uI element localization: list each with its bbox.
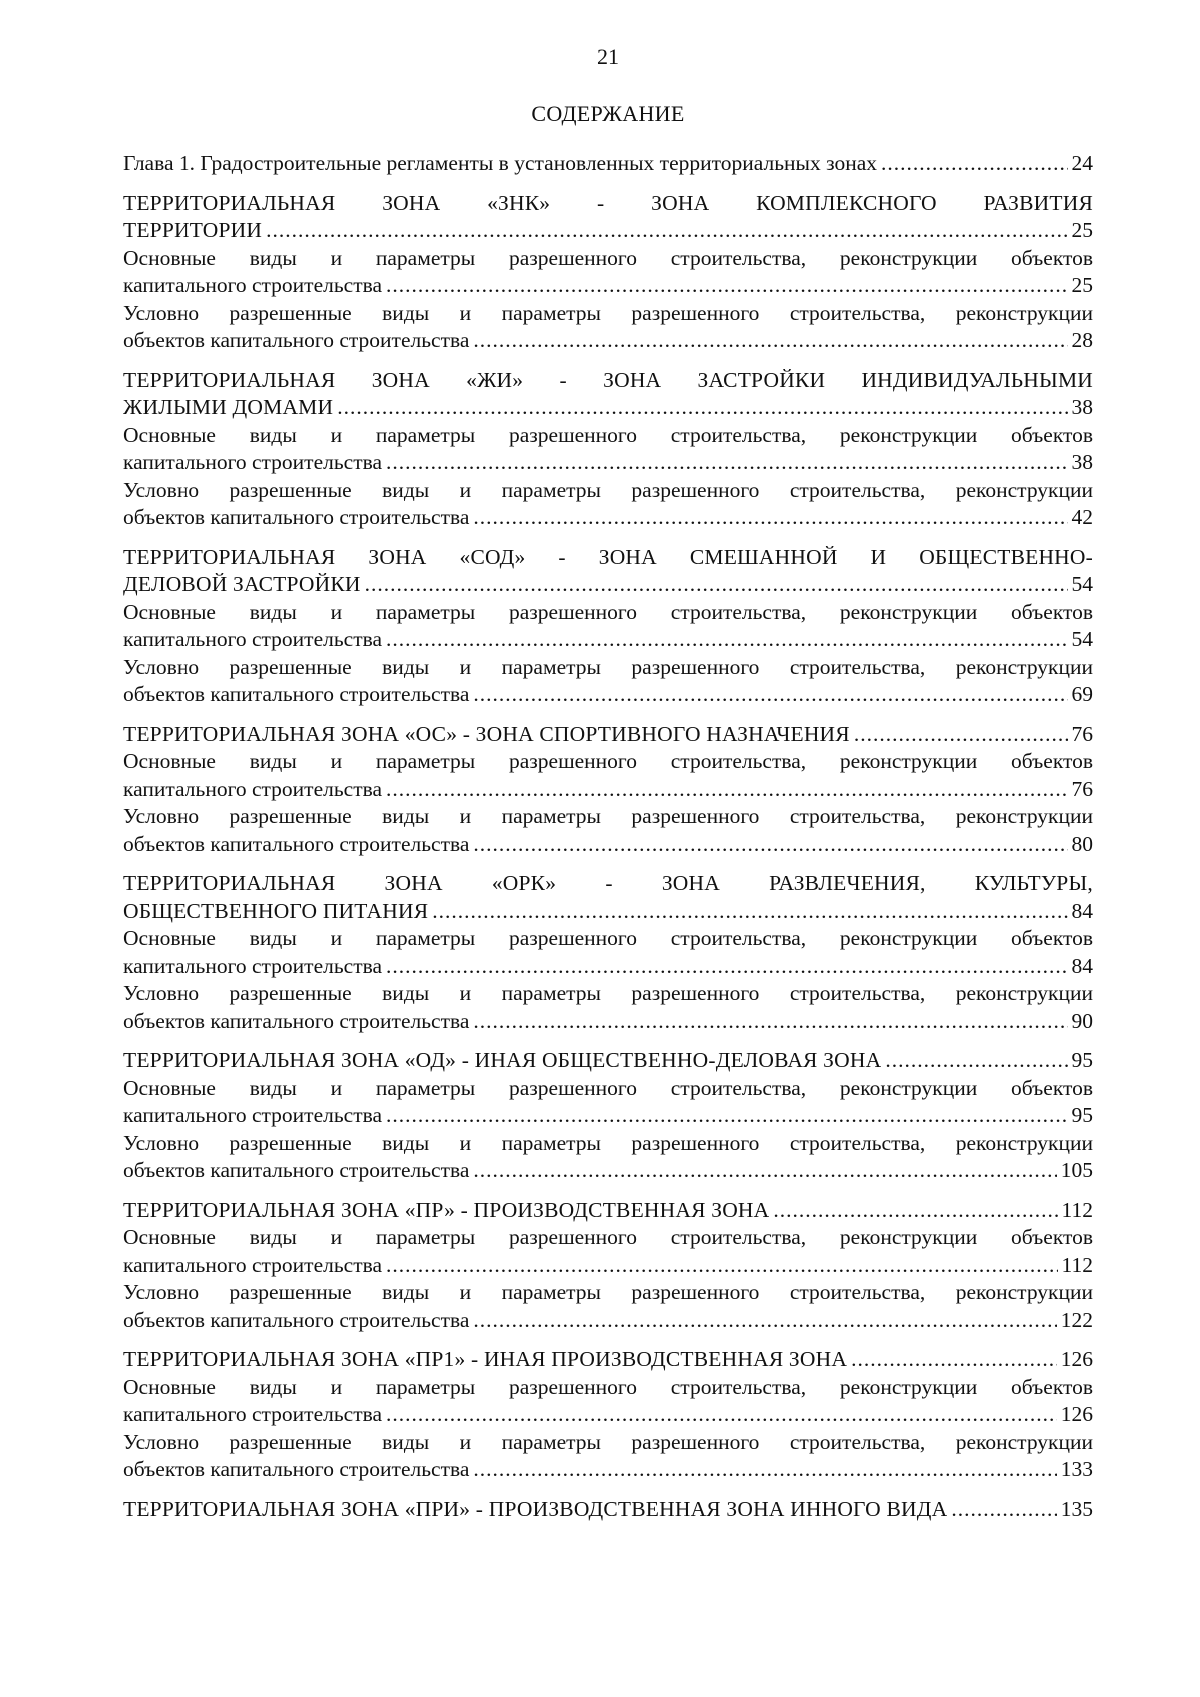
toc-entry-text: Глава 1. Градостроительные регламенты в установленных территориальных зонах — [123, 151, 877, 175]
dot-leader — [473, 681, 1067, 709]
toc-page-number: 54 — [1071, 627, 1093, 651]
toc-subentry-basic[interactable]: Основные виды и параметры разрешенного строительства, реконструкции объектов капитального строительства ..... 84 — [123, 925, 1093, 980]
toc-title: СОДЕРЖАНИЕ — [531, 101, 685, 126]
toc-page-number: 112 — [1061, 1252, 1093, 1277]
table-of-contents — [123, 150, 1093, 1523]
dot-leader — [386, 626, 1067, 654]
toc-page-number: 84 — [1071, 953, 1093, 978]
dot-leader — [473, 1157, 1056, 1185]
dot-leader — [473, 504, 1067, 532]
dot-leader — [885, 1047, 1067, 1075]
dot-leader — [386, 449, 1067, 477]
toc-page-number: 24 — [1071, 151, 1093, 175]
dot-leader — [473, 831, 1067, 859]
dot-leader — [386, 1102, 1067, 1130]
toc-zone-heading: ТЕРРИТОРИИ — [123, 218, 263, 242]
toc-page-number: 69 — [1071, 682, 1093, 706]
dot-leader — [266, 217, 1067, 245]
dot-leader — [365, 571, 1068, 599]
toc-page-number: 84 — [1071, 898, 1093, 923]
toc-zone-heading: ОБЩЕСТВЕННОГО ПИТАНИЯ — [123, 898, 429, 923]
toc-page-number: 95 — [1071, 1048, 1093, 1072]
dot-leader — [386, 776, 1067, 804]
toc-subentry-basic[interactable]: Основные виды и параметры разрешенного строительства, реконструкции объектов капитального строительства ..... 25 — [123, 245, 1093, 300]
toc-subentry-conditional[interactable]: Условно разрешенные виды и параметры разрешенного строительства, реконструкции объектов капитального строительства ..... 80 — [123, 803, 1093, 858]
toc-zone-heading-line: ТЕРРИТОРИАЛЬНАЯ ЗОНА «ЗНК» - ЗОНА КОМПЛЕКСНОГО РАЗВИТИЯ — [123, 190, 1093, 215]
toc-zone-heading-line: ТЕРРИТОРИАЛЬНАЯ ЗОНА «ЖИ» - ЗОНА ЗАСТРОЙКИ ИНДИВИДУАЛЬНЫМИ — [123, 367, 1093, 392]
toc-page-number: 80 — [1071, 831, 1093, 856]
toc-page-number: 38 — [1071, 395, 1093, 419]
toc-zone-heading: ТЕРРИТОРИАЛЬНАЯ ЗОНА «ОД» - ИНАЯ ОБЩЕСТВЕННО-ДЕЛОВАЯ ЗОНА — [123, 1048, 882, 1072]
toc-zone-entry[interactable] — [123, 1047, 1093, 1075]
toc-subentry-basic[interactable]: Основные виды и параметры разрешенного строительства, реконструкции объектов капитального строительства ..... 54 — [123, 599, 1093, 654]
toc-zone-entry[interactable] — [123, 870, 1093, 925]
toc-zone-entry[interactable] — [123, 367, 1093, 422]
toc-zone-entry[interactable] — [123, 544, 1093, 599]
toc-subentry-conditional[interactable]: Условно разрешенные виды и параметры разрешенного строительства, реконструкции объектов капитального строительства ..... 122 — [123, 1279, 1093, 1334]
toc-zone-entry[interactable] — [123, 721, 1093, 749]
toc-page-number: 126 — [1060, 1347, 1093, 1371]
dot-leader — [773, 1197, 1057, 1225]
toc-page-number: 38 — [1071, 450, 1093, 474]
toc-page-number: 76 — [1071, 721, 1093, 746]
dot-leader — [386, 1252, 1058, 1280]
toc-page-number: 112 — [1061, 1197, 1093, 1222]
dot-leader — [473, 1008, 1067, 1036]
toc-page-number: 25 — [1071, 273, 1093, 297]
toc-zone-heading: ТЕРРИТОРИАЛЬНАЯ ЗОНА «ПР» - ПРОИЗВОДСТВЕННАЯ ЗОНА — [123, 1197, 770, 1222]
toc-page-number: 126 — [1060, 1402, 1093, 1426]
toc-zone-heading: ТЕРРИТОРИАЛЬНАЯ ЗОНА «ПР1» - ИНАЯ ПРОИЗВОДСТВЕННАЯ ЗОНА — [123, 1347, 848, 1371]
toc-page-number: 25 — [1071, 218, 1093, 242]
dot-leader — [473, 1456, 1056, 1484]
dot-leader — [386, 272, 1067, 300]
toc-page-number: 105 — [1060, 1158, 1093, 1182]
toc-subentry-basic[interactable]: Основные виды и параметры разрешенного строительства, реконструкции объектов капитального строительства ..... 126 — [123, 1374, 1093, 1429]
page-number: 21 — [597, 44, 619, 69]
toc-subentry-conditional[interactable]: Условно разрешенные виды и параметры разрешенного строительства, реконструкции объектов капитального строительства ..... 133 — [123, 1429, 1093, 1484]
toc-zone-entry[interactable] — [123, 1496, 1093, 1524]
toc-page-number: 133 — [1060, 1457, 1093, 1481]
toc-subentry-basic[interactable]: Основные виды и параметры разрешенного строительства, реконструкции объектов капитального строительства ..... 95 — [123, 1075, 1093, 1130]
toc-subentry-basic[interactable]: Основные виды и параметры разрешенного строительства, реконструкции объектов капитального строительства ..... 76 — [123, 748, 1093, 803]
toc-subentry-basic[interactable]: Основные виды и параметры разрешенного строительства, реконструкции объектов капитального строительства ..... 38 — [123, 422, 1093, 477]
dot-leader — [473, 327, 1067, 355]
toc-page-number: 76 — [1071, 776, 1093, 801]
dot-leader — [386, 953, 1067, 981]
toc-subentry-basic[interactable]: Основные виды и параметры разрешенного строительства, реконструкции объектов капитального строительства ..... 112 — [123, 1224, 1093, 1279]
dot-leader — [386, 1401, 1057, 1429]
toc-subentry-conditional[interactable]: Условно разрешенные виды и параметры разрешенного строительства, реконструкции объектов капитального строительства ..... 90 — [123, 980, 1093, 1035]
toc-zone-entry[interactable] — [123, 1197, 1093, 1225]
toc-zone-heading: ДЕЛОВОЙ ЗАСТРОЙКИ — [123, 572, 361, 596]
toc-zone-heading-line: ТЕРРИТОРИАЛЬНАЯ ЗОНА «ОРК» - ЗОНА РАЗВЛЕЧЕНИЯ, КУЛЬТУРЫ, — [123, 871, 1093, 895]
dot-leader — [432, 898, 1067, 926]
dot-leader — [854, 721, 1068, 749]
toc-zone-heading: ТЕРРИТОРИАЛЬНАЯ ЗОНА «ПРИ» - ПРОИЗВОДСТВЕННАЯ ЗОНА ИННОГО ВИДА — [123, 1496, 948, 1521]
toc-page-number: 95 — [1071, 1103, 1093, 1127]
toc-page-number: 54 — [1071, 572, 1093, 596]
toc-zone-heading-line: ТЕРРИТОРИАЛЬНАЯ ЗОНА «СОД» - ЗОНА СМЕШАННОЙ И ОБЩЕСТВЕННО- — [123, 544, 1093, 569]
toc-page-number: 135 — [1060, 1496, 1093, 1521]
toc-zone-entry[interactable] — [123, 1346, 1093, 1374]
toc-page-number: 28 — [1071, 328, 1093, 352]
toc-subentry-conditional[interactable]: Условно разрешенные виды и параметры разрешенного строительства, реконструкции объектов капитального строительства ..... 69 — [123, 654, 1093, 709]
dot-leader — [473, 1307, 1056, 1335]
toc-zone-heading: ЖИЛЫМИ ДОМАМИ — [123, 395, 334, 419]
toc-subentry-conditional[interactable]: Условно разрешенные виды и параметры разрешенного строительства, реконструкции объектов капитального строительства ..... 105 — [123, 1130, 1093, 1185]
dot-leader — [881, 150, 1068, 178]
toc-subentry-conditional[interactable]: Условно разрешенные виды и параметры разрешенного строительства, реконструкции объектов капитального строительства ..... 28 — [123, 300, 1093, 355]
toc-page-number: 122 — [1060, 1307, 1093, 1332]
toc-page-number: 90 — [1071, 1008, 1093, 1033]
dot-leader — [851, 1346, 1057, 1374]
toc-chapter-entry[interactable] — [123, 150, 1093, 178]
dot-leader — [951, 1496, 1056, 1524]
toc-zone-entry[interactable] — [123, 190, 1093, 245]
toc-subentry-conditional[interactable]: Условно разрешенные виды и параметры разрешенного строительства, реконструкции объектов капитального строительства ..... 42 — [123, 477, 1093, 532]
dot-leader — [337, 394, 1067, 422]
toc-zone-heading: ТЕРРИТОРИАЛЬНАЯ ЗОНА «ОС» - ЗОНА СПОРТИВНОГО НАЗНАЧЕНИЯ — [123, 721, 850, 746]
toc-page-number: 42 — [1071, 505, 1093, 529]
